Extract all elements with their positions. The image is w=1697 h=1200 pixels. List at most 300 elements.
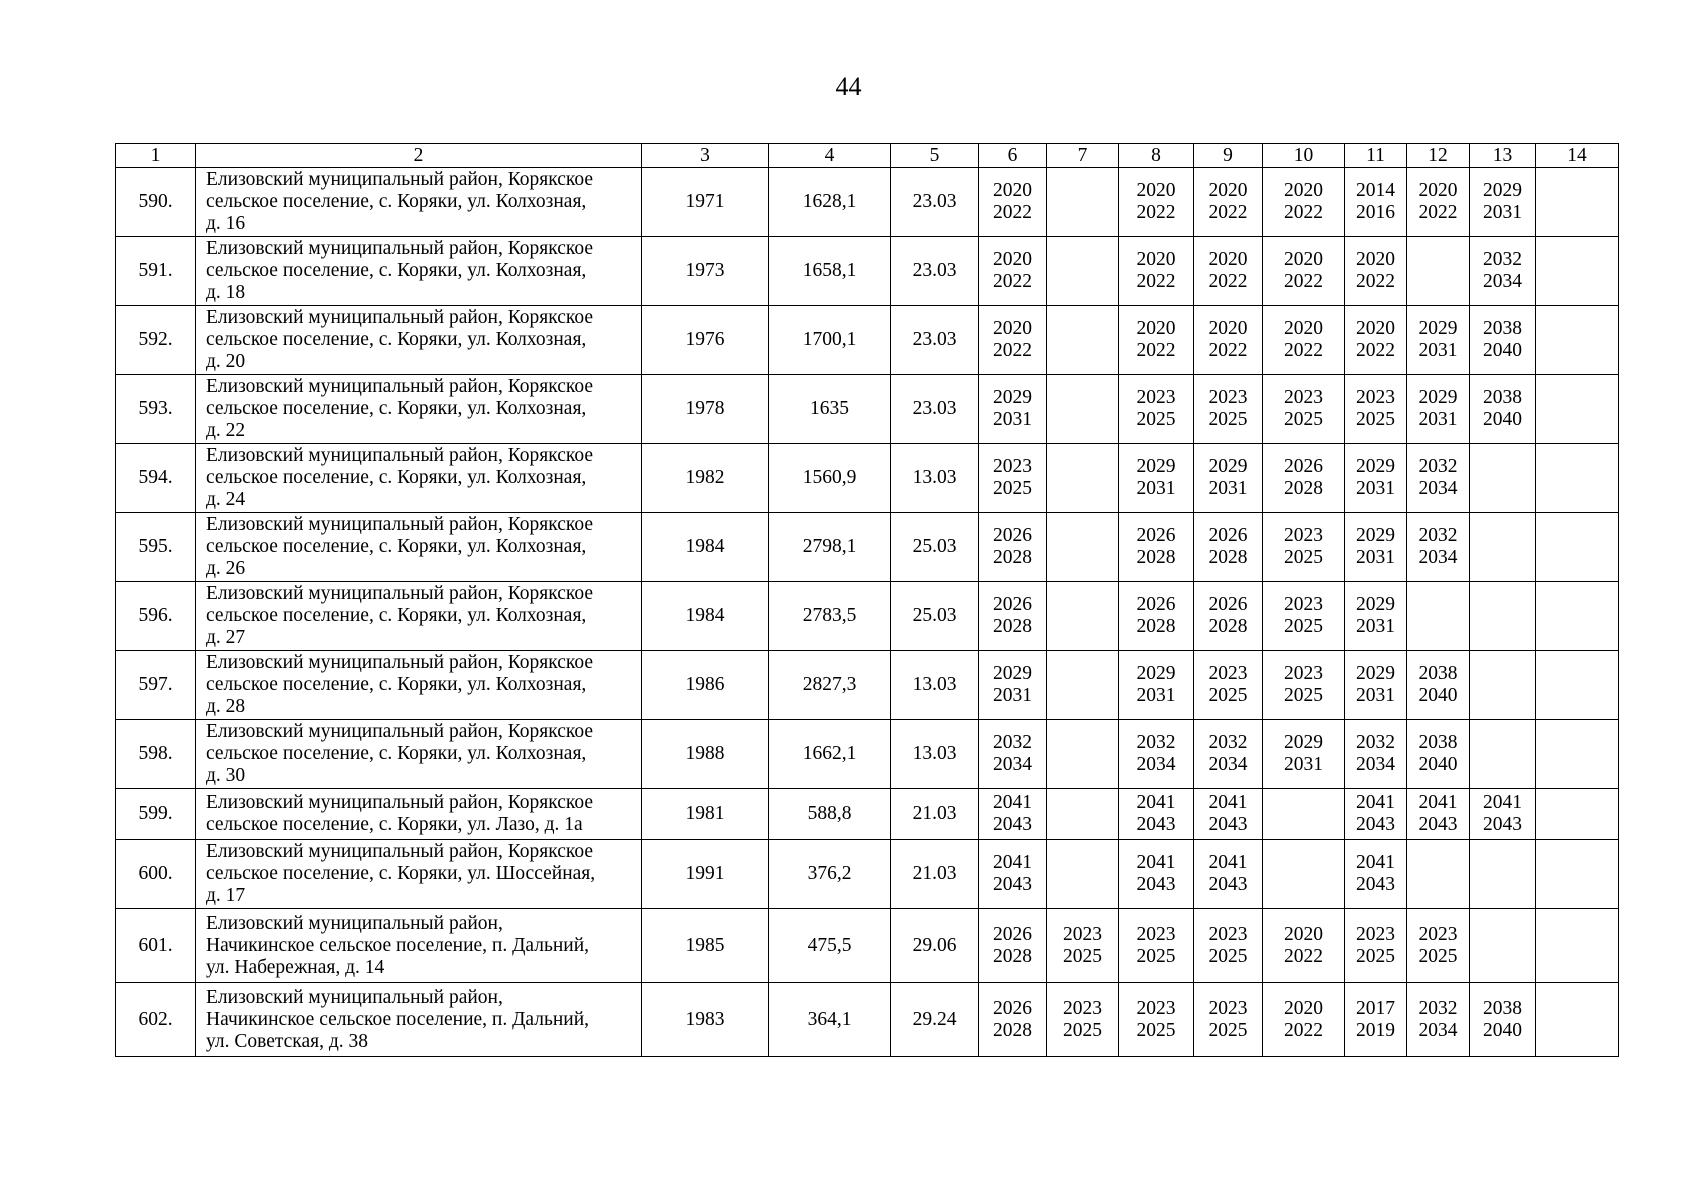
period-start-year: 2038 bbox=[1483, 387, 1522, 408]
address-line: сельское поселение, с. Коряки, ул. Колхозная, bbox=[206, 605, 587, 626]
period-cell-6 bbox=[979, 983, 1047, 1057]
period-cell-9 bbox=[1194, 306, 1263, 375]
period-end-year: 2022 bbox=[1284, 340, 1323, 361]
address-cell bbox=[196, 306, 642, 375]
period-end-year: 2022 bbox=[993, 202, 1032, 223]
period-cell-11 bbox=[1345, 168, 1407, 237]
period-end-year: 2025 bbox=[1356, 945, 1395, 967]
period-end-year: 2040 bbox=[1483, 409, 1522, 430]
address-line: сельское поселение, с. Коряки, ул. Колхозная, bbox=[206, 398, 587, 419]
area-cell: 364,1 bbox=[769, 983, 891, 1057]
period-cell-6 bbox=[979, 582, 1047, 651]
address-line: Елизовский муниципальный район, Корякское bbox=[206, 376, 594, 397]
period-start-year: 2023 bbox=[1208, 997, 1248, 1019]
period-cell-10 bbox=[1263, 909, 1345, 983]
period-end-year: 2031 bbox=[1356, 685, 1395, 706]
address-line: Елизовский муниципальный район, Корякское bbox=[206, 307, 594, 328]
period-end-year: 2040 bbox=[1418, 754, 1458, 775]
period-cell-7 bbox=[1047, 375, 1119, 444]
period-end-year: 2043 bbox=[1136, 874, 1176, 895]
period-cell-14 bbox=[1536, 840, 1619, 909]
period-cell-8 bbox=[1119, 375, 1194, 444]
period-cell-8 bbox=[1119, 651, 1194, 720]
period-start-year: 2032 bbox=[1136, 732, 1176, 753]
period-cell-12 bbox=[1407, 513, 1470, 582]
address-line: д. 24 bbox=[206, 489, 246, 510]
column-header-1: 1 bbox=[116, 144, 196, 168]
address-line: Елизовский муниципальный район, Корякское bbox=[206, 169, 594, 190]
period-cell-9 bbox=[1194, 582, 1263, 651]
row-number-cell: 597. bbox=[116, 651, 196, 720]
period-cell-12 bbox=[1407, 375, 1470, 444]
address-cell bbox=[196, 168, 642, 237]
table-row bbox=[116, 375, 1619, 444]
period-cell-9 bbox=[1194, 789, 1263, 840]
period-start-year: 2020 bbox=[1136, 180, 1176, 201]
address-line: сельское поселение, с. Коряки, ул. Лазо, д. 1а bbox=[206, 814, 583, 835]
period-end-year: 2031 bbox=[1356, 547, 1395, 568]
period-cell-13 bbox=[1470, 720, 1536, 789]
period-start-year: 2041 bbox=[1136, 852, 1176, 873]
address-cell bbox=[196, 720, 642, 789]
period-cell-11 bbox=[1345, 789, 1407, 840]
area-cell: 1560,9 bbox=[769, 444, 891, 513]
period-end-year: 2028 bbox=[1136, 616, 1176, 637]
period-end-year: 2025 bbox=[1136, 409, 1176, 430]
period-start-year: 2038 bbox=[1418, 663, 1458, 684]
address-line: сельское поселение, с. Коряки, ул. Колхозная, bbox=[206, 467, 587, 488]
column-header-6: 6 bbox=[979, 144, 1047, 168]
address-line: д. 16 bbox=[206, 213, 246, 234]
period-end-year: 2025 bbox=[1284, 616, 1323, 637]
period-cell-6 bbox=[979, 306, 1047, 375]
address-line: Елизовский муниципальный район, Корякское bbox=[206, 721, 594, 742]
period-end-year: 2022 bbox=[993, 340, 1032, 361]
period-start-year: 2020 bbox=[993, 318, 1032, 339]
period-end-year: 2022 bbox=[1208, 340, 1248, 361]
address-line: сельское поселение, с. Коряки, ул. Колхозная, bbox=[206, 329, 587, 350]
address-line: Елизовский муниципальный район, Корякское bbox=[206, 792, 594, 813]
period-cell-9 bbox=[1194, 983, 1263, 1057]
period-start-year: 2020 bbox=[1284, 997, 1323, 1019]
period-start-year: 2041 bbox=[1356, 792, 1395, 813]
year-built-cell: 1978 bbox=[642, 375, 769, 444]
period-cell-13 bbox=[1470, 306, 1536, 375]
code-cell: 23.03 bbox=[891, 237, 979, 306]
period-end-year: 2034 bbox=[1418, 1019, 1458, 1041]
area-cell: 1628,1 bbox=[769, 168, 891, 237]
period-start-year: 2020 bbox=[1418, 180, 1458, 201]
period-start-year: 2026 bbox=[1136, 594, 1176, 615]
period-end-year: 2016 bbox=[1356, 202, 1395, 223]
period-start-year: 2041 bbox=[993, 792, 1032, 813]
address-line: ул. Советская, д. 38 bbox=[206, 1030, 369, 1052]
address-line: Елизовский муниципальный район, Корякское bbox=[206, 238, 594, 259]
period-cell-7 bbox=[1047, 168, 1119, 237]
row-number-cell: 592. bbox=[116, 306, 196, 375]
period-start-year: 2029 bbox=[1284, 732, 1323, 753]
period-end-year: 2022 bbox=[1418, 202, 1458, 223]
period-end-year: 2040 bbox=[1483, 1019, 1522, 1041]
address-line: д. 30 bbox=[206, 765, 246, 786]
year-built-cell: 1991 bbox=[642, 840, 769, 909]
period-end-year: 2028 bbox=[1284, 478, 1323, 499]
period-cell-10 bbox=[1263, 651, 1345, 720]
area-cell: 588,8 bbox=[769, 789, 891, 840]
table-body bbox=[116, 168, 1619, 1057]
period-cell-12 bbox=[1407, 444, 1470, 513]
period-cell-10 bbox=[1263, 306, 1345, 375]
address-cell bbox=[196, 582, 642, 651]
period-start-year: 2041 bbox=[1356, 852, 1395, 873]
period-cell-11 bbox=[1345, 582, 1407, 651]
period-end-year: 2022 bbox=[1356, 271, 1395, 292]
period-cell-13 bbox=[1470, 909, 1536, 983]
period-end-year: 2043 bbox=[1418, 814, 1458, 835]
row-number-cell: 593. bbox=[116, 375, 196, 444]
period-cell-7 bbox=[1047, 237, 1119, 306]
period-end-year: 2025 bbox=[993, 478, 1032, 499]
period-cell-12 bbox=[1407, 168, 1470, 237]
period-end-year: 2034 bbox=[1418, 478, 1458, 499]
address-cell bbox=[196, 444, 642, 513]
period-cell-14 bbox=[1536, 513, 1619, 582]
period-start-year: 2023 bbox=[1418, 923, 1458, 945]
period-end-year: 2031 bbox=[1356, 478, 1395, 499]
column-header-12: 12 bbox=[1407, 144, 1470, 168]
row-number-cell: 600. bbox=[116, 840, 196, 909]
period-start-year: 2029 bbox=[1136, 456, 1176, 477]
period-start-year: 2020 bbox=[1356, 249, 1395, 270]
period-start-year: 2017 bbox=[1356, 997, 1395, 1019]
period-start-year: 2014 bbox=[1356, 180, 1395, 201]
table-row bbox=[116, 789, 1619, 840]
column-header-8: 8 bbox=[1119, 144, 1194, 168]
period-start-year: 2020 bbox=[1284, 180, 1323, 201]
period-start-year: 2041 bbox=[1208, 792, 1248, 813]
address-cell bbox=[196, 651, 642, 720]
address-cell bbox=[196, 513, 642, 582]
period-cell-10 bbox=[1263, 444, 1345, 513]
table-row bbox=[116, 444, 1619, 513]
period-start-year: 2029 bbox=[993, 663, 1032, 684]
period-start-year: 2041 bbox=[1136, 792, 1176, 813]
year-built-cell: 1973 bbox=[642, 237, 769, 306]
address-line: Елизовский муниципальный район, Корякское bbox=[206, 841, 594, 862]
period-cell-14 bbox=[1536, 582, 1619, 651]
period-cell-14 bbox=[1536, 375, 1619, 444]
period-end-year: 2043 bbox=[1483, 814, 1522, 835]
row-number-cell: 601. bbox=[116, 909, 196, 983]
period-cell-8 bbox=[1119, 444, 1194, 513]
address-line: Елизовский муниципальный район, Корякское bbox=[206, 514, 594, 535]
code-cell: 25.03 bbox=[891, 513, 979, 582]
period-start-year: 2041 bbox=[1483, 792, 1522, 813]
area-cell: 1658,1 bbox=[769, 237, 891, 306]
period-start-year: 2023 bbox=[1284, 525, 1323, 546]
period-cell-11 bbox=[1345, 651, 1407, 720]
period-cell-10 bbox=[1263, 840, 1345, 909]
period-cell-11 bbox=[1345, 720, 1407, 789]
period-cell-11 bbox=[1345, 306, 1407, 375]
period-cell-11 bbox=[1345, 983, 1407, 1057]
period-cell-13 bbox=[1470, 513, 1536, 582]
address-line: д. 20 bbox=[206, 351, 246, 372]
year-built-cell: 1971 bbox=[642, 168, 769, 237]
period-start-year: 2023 bbox=[1208, 663, 1248, 684]
period-end-year: 2025 bbox=[1284, 685, 1323, 706]
year-built-cell: 1982 bbox=[642, 444, 769, 513]
address-line: Елизовский муниципальный район, bbox=[206, 912, 503, 934]
period-start-year: 2023 bbox=[1136, 387, 1176, 408]
period-start-year: 2020 bbox=[1284, 923, 1323, 945]
period-end-year: 2022 bbox=[1356, 340, 1395, 361]
address-line: сельское поселение, с. Коряки, ул. Колхозная, bbox=[206, 536, 587, 557]
period-cell-6 bbox=[979, 909, 1047, 983]
period-cell-13 bbox=[1470, 168, 1536, 237]
period-cell-6 bbox=[979, 789, 1047, 840]
period-cell-10 bbox=[1263, 582, 1345, 651]
address-cell bbox=[196, 909, 642, 983]
period-start-year: 2032 bbox=[1418, 456, 1458, 477]
period-start-year: 2023 bbox=[1284, 387, 1323, 408]
code-cell: 13.03 bbox=[891, 720, 979, 789]
period-cell-14 bbox=[1536, 983, 1619, 1057]
address-line: д. 26 bbox=[206, 558, 246, 579]
period-cell-14 bbox=[1536, 720, 1619, 789]
address-line: Елизовский муниципальный район, bbox=[206, 986, 503, 1008]
period-end-year: 2043 bbox=[1136, 814, 1176, 835]
period-end-year: 2034 bbox=[1208, 754, 1248, 775]
period-cell-8 bbox=[1119, 840, 1194, 909]
period-end-year: 2022 bbox=[1136, 340, 1176, 361]
address-cell bbox=[196, 983, 642, 1057]
period-start-year: 2029 bbox=[1483, 180, 1522, 201]
address-line: Начикинское сельское поселение, п. Дальний, bbox=[206, 934, 590, 956]
row-number-cell: 595. bbox=[116, 513, 196, 582]
column-header-10: 10 bbox=[1263, 144, 1345, 168]
address-line: д. 27 bbox=[206, 627, 246, 648]
code-cell: 29.06 bbox=[891, 909, 979, 983]
period-cell-7 bbox=[1047, 720, 1119, 789]
period-end-year: 2025 bbox=[1136, 945, 1176, 967]
period-cell-12 bbox=[1407, 840, 1470, 909]
period-start-year: 2032 bbox=[1483, 249, 1522, 270]
column-header-14: 14 bbox=[1536, 144, 1619, 168]
period-cell-12 bbox=[1407, 237, 1470, 306]
period-start-year: 2029 bbox=[993, 387, 1032, 408]
period-end-year: 2031 bbox=[1284, 754, 1323, 775]
period-cell-7 bbox=[1047, 983, 1119, 1057]
period-cell-12 bbox=[1407, 983, 1470, 1057]
period-start-year: 2032 bbox=[1418, 525, 1458, 546]
address-line: д. 22 bbox=[206, 420, 246, 441]
column-header-7: 7 bbox=[1047, 144, 1119, 168]
table-row bbox=[116, 306, 1619, 375]
period-start-year: 2026 bbox=[993, 997, 1032, 1019]
period-end-year: 2022 bbox=[1136, 271, 1176, 292]
period-cell-6 bbox=[979, 513, 1047, 582]
period-end-year: 2019 bbox=[1356, 1019, 1395, 1041]
period-start-year: 2029 bbox=[1356, 456, 1395, 477]
period-cell-10 bbox=[1263, 720, 1345, 789]
period-cell-13 bbox=[1470, 375, 1536, 444]
period-end-year: 2028 bbox=[993, 945, 1032, 967]
code-cell: 21.03 bbox=[891, 789, 979, 840]
column-header-5: 5 bbox=[891, 144, 979, 168]
period-cell-14 bbox=[1536, 651, 1619, 720]
period-end-year: 2031 bbox=[1208, 478, 1248, 499]
period-end-year: 2043 bbox=[1208, 814, 1248, 835]
period-start-year: 2026 bbox=[1208, 525, 1248, 546]
address-line: сельское поселение, с. Коряки, ул. Колхозная, bbox=[206, 743, 587, 764]
period-start-year: 2041 bbox=[993, 852, 1032, 873]
period-cell-9 bbox=[1194, 444, 1263, 513]
code-cell: 21.03 bbox=[891, 840, 979, 909]
period-cell-9 bbox=[1194, 720, 1263, 789]
period-cell-12 bbox=[1407, 720, 1470, 789]
period-end-year: 2043 bbox=[993, 814, 1032, 835]
address-line: Елизовский муниципальный район, Корякское bbox=[206, 445, 594, 466]
period-start-year: 2029 bbox=[1208, 456, 1248, 477]
area-cell: 2827,3 bbox=[769, 651, 891, 720]
period-cell-7 bbox=[1047, 789, 1119, 840]
year-built-cell: 1984 bbox=[642, 513, 769, 582]
period-cell-6 bbox=[979, 840, 1047, 909]
period-cell-11 bbox=[1345, 444, 1407, 513]
period-start-year: 2020 bbox=[1284, 249, 1323, 270]
period-cell-13 bbox=[1470, 651, 1536, 720]
period-cell-10 bbox=[1263, 237, 1345, 306]
address-line: д. 28 bbox=[206, 696, 246, 717]
period-cell-13 bbox=[1470, 582, 1536, 651]
area-cell: 1635 bbox=[769, 375, 891, 444]
period-end-year: 2043 bbox=[1208, 874, 1248, 895]
period-start-year: 2023 bbox=[1284, 594, 1323, 615]
period-end-year: 2028 bbox=[1136, 547, 1176, 568]
table-row bbox=[116, 168, 1619, 237]
period-start-year: 2041 bbox=[1208, 852, 1248, 873]
period-start-year: 2020 bbox=[1136, 249, 1176, 270]
period-end-year: 2031 bbox=[1418, 409, 1458, 430]
year-built-cell: 1981 bbox=[642, 789, 769, 840]
period-end-year: 2031 bbox=[1356, 616, 1395, 637]
header-row bbox=[116, 144, 1619, 168]
period-cell-13 bbox=[1470, 983, 1536, 1057]
row-number-cell: 591. bbox=[116, 237, 196, 306]
year-built-cell: 1976 bbox=[642, 306, 769, 375]
period-end-year: 2025 bbox=[1418, 945, 1458, 967]
period-start-year: 2029 bbox=[1418, 318, 1458, 339]
period-cell-12 bbox=[1407, 909, 1470, 983]
period-cell-13 bbox=[1470, 444, 1536, 513]
period-start-year: 2023 bbox=[1284, 663, 1323, 684]
period-cell-14 bbox=[1536, 789, 1619, 840]
table-row bbox=[116, 909, 1619, 983]
period-start-year: 2023 bbox=[1208, 923, 1248, 945]
table-row bbox=[116, 720, 1619, 789]
period-start-year: 2023 bbox=[1356, 387, 1395, 408]
period-cell-8 bbox=[1119, 306, 1194, 375]
period-cell-10 bbox=[1263, 789, 1345, 840]
period-end-year: 2025 bbox=[1063, 945, 1102, 967]
period-cell-7 bbox=[1047, 840, 1119, 909]
period-cell-8 bbox=[1119, 909, 1194, 983]
period-start-year: 2023 bbox=[993, 456, 1032, 477]
period-cell-9 bbox=[1194, 513, 1263, 582]
address-cell bbox=[196, 237, 642, 306]
period-cell-11 bbox=[1345, 840, 1407, 909]
period-end-year: 2028 bbox=[993, 547, 1032, 568]
address-line: сельское поселение, с. Коряки, ул. Колхозная, bbox=[206, 674, 587, 695]
year-built-cell: 1986 bbox=[642, 651, 769, 720]
area-cell: 1700,1 bbox=[769, 306, 891, 375]
period-end-year: 2028 bbox=[993, 616, 1032, 637]
row-number-cell: 590. bbox=[116, 168, 196, 237]
period-cell-11 bbox=[1345, 513, 1407, 582]
period-cell-8 bbox=[1119, 168, 1194, 237]
code-cell: 29.24 bbox=[891, 983, 979, 1057]
address-line: д. 18 bbox=[206, 282, 246, 303]
period-cell-10 bbox=[1263, 983, 1345, 1057]
period-end-year: 2025 bbox=[1136, 1019, 1176, 1041]
area-cell: 475,5 bbox=[769, 909, 891, 983]
period-cell-14 bbox=[1536, 237, 1619, 306]
period-end-year: 2022 bbox=[1284, 202, 1323, 223]
period-end-year: 2025 bbox=[1208, 685, 1248, 706]
period-cell-7 bbox=[1047, 582, 1119, 651]
period-cell-8 bbox=[1119, 582, 1194, 651]
period-start-year: 2032 bbox=[1418, 997, 1458, 1019]
period-cell-8 bbox=[1119, 983, 1194, 1057]
period-start-year: 2032 bbox=[993, 732, 1032, 753]
period-cell-9 bbox=[1194, 651, 1263, 720]
period-start-year: 2023 bbox=[1136, 923, 1176, 945]
period-end-year: 2022 bbox=[1208, 202, 1248, 223]
period-end-year: 2022 bbox=[1284, 945, 1323, 967]
address-cell bbox=[196, 375, 642, 444]
period-start-year: 2023 bbox=[1208, 387, 1248, 408]
period-end-year: 2025 bbox=[1208, 945, 1248, 967]
period-cell-7 bbox=[1047, 909, 1119, 983]
table-row bbox=[116, 237, 1619, 306]
period-start-year: 2020 bbox=[993, 180, 1032, 201]
row-number-cell: 602. bbox=[116, 983, 196, 1057]
period-cell-7 bbox=[1047, 651, 1119, 720]
period-start-year: 2026 bbox=[993, 594, 1032, 615]
period-start-year: 2041 bbox=[1418, 792, 1458, 813]
code-cell: 25.03 bbox=[891, 582, 979, 651]
table-row bbox=[116, 582, 1619, 651]
period-end-year: 2034 bbox=[1356, 754, 1395, 775]
code-cell: 23.03 bbox=[891, 306, 979, 375]
period-start-year: 2029 bbox=[1356, 663, 1395, 684]
data-table bbox=[115, 143, 1619, 1057]
code-cell: 13.03 bbox=[891, 651, 979, 720]
period-cell-10 bbox=[1263, 375, 1345, 444]
area-cell: 2783,5 bbox=[769, 582, 891, 651]
period-cell-14 bbox=[1536, 306, 1619, 375]
period-end-year: 2028 bbox=[1208, 547, 1248, 568]
period-start-year: 2026 bbox=[993, 923, 1032, 945]
period-start-year: 2020 bbox=[1208, 180, 1248, 201]
year-built-cell: 1985 bbox=[642, 909, 769, 983]
period-cell-12 bbox=[1407, 306, 1470, 375]
period-cell-12 bbox=[1407, 651, 1470, 720]
period-cell-6 bbox=[979, 444, 1047, 513]
period-end-year: 2025 bbox=[1063, 1019, 1102, 1041]
period-cell-8 bbox=[1119, 789, 1194, 840]
